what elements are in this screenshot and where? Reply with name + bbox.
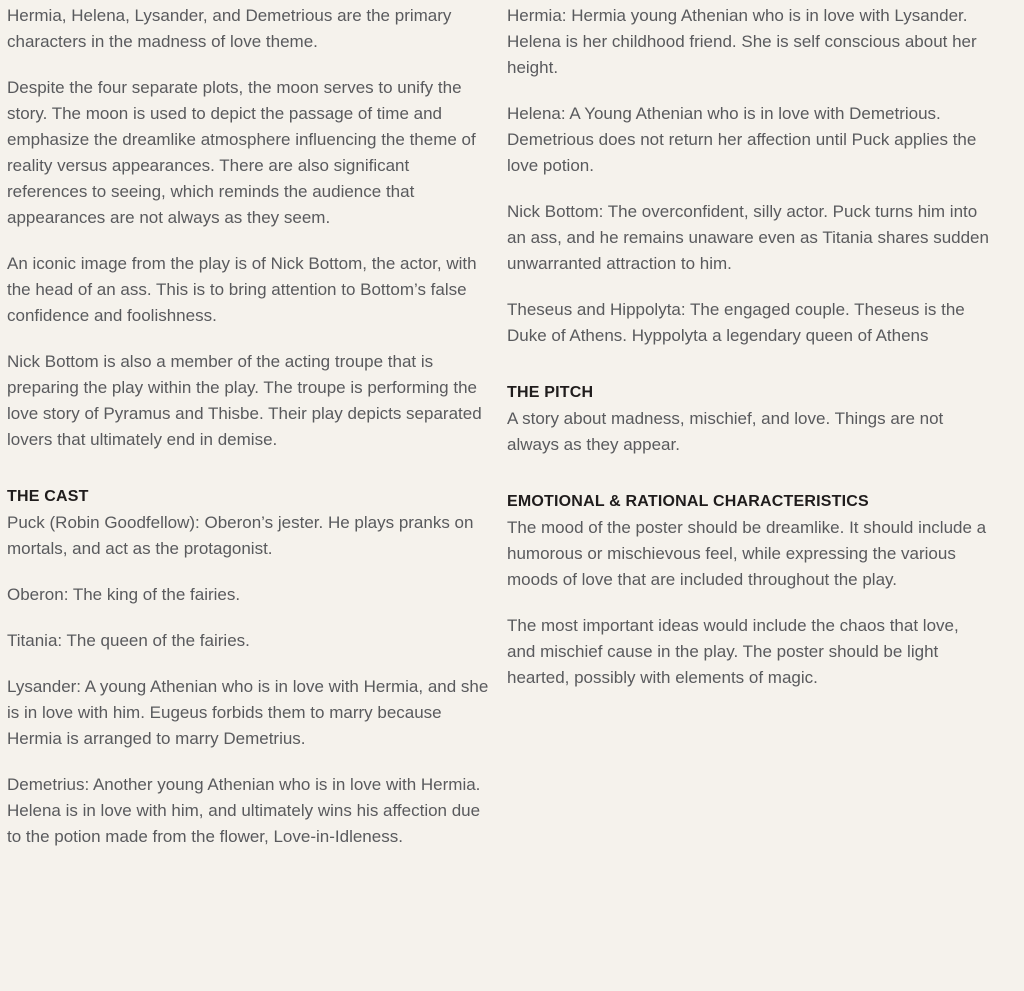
right-column	[507, 3, 994, 711]
cast-entry-oberon: Oberon: The king of the fairies.	[7, 585, 241, 604]
left-column	[7, 3, 494, 870]
cast-entry-hermia: Hermia: Hermia young Athenian who is in love with Lysander. Helena is her childhood friend. She is self conscious about her height.	[507, 6, 982, 77]
paragraph-important-ideas: The most important ideas would include the chaos that love, and mischief cause in the play. The poster should be light hearted, possibly with elements of magic.	[507, 616, 964, 687]
paragraph-pitch: A story about madness, mischief, and love. Things are not always as they appear.	[507, 409, 948, 454]
section-heading-emotional-rational: EMOTIONAL & RATIONAL CHARACTERISTICS	[507, 493, 869, 510]
paragraph-mood: The mood of the poster should be dreamlike. It should include a humorous or mischievous feel, while expressing the various moods of love that are included throughout the play.	[507, 518, 991, 589]
paragraph-primary-characters: Hermia, Helena, Lysander, and Demetrious are the primary characters in the madness of love theme.	[7, 6, 457, 51]
cast-entry-puck: Puck (Robin Goodfellow): Oberon’s jester. He plays pranks on mortals, and act as the protagonist.	[7, 513, 479, 558]
paragraph-moon-unifies: Despite the four separate plots, the moon serves to unify the story. The moon is used to depict the passage of time and emphasize the dreamlike atmosphere influencing the theme of reality versus appearances. There are also significant references to seeing, which reminds the audience that appearances are not always as they seem.	[7, 78, 481, 227]
paragraph-iconic-image: An iconic image from the play is of Nick Bottom, the actor, with the head of an ass. This is to bring attention to Bottom’s false confidence and foolishness.	[7, 254, 482, 325]
section-heading-the-pitch: THE PITCH	[507, 384, 594, 401]
section-heading-the-cast: THE CAST	[7, 488, 89, 505]
cast-entry-demetrius: Demetrius: Another young Athenian who is in love with Hermia. Helena is in love with him, and ultimately wins his affection due to the potion made from the flower, Love-in-Idleness.	[7, 775, 486, 846]
cast-entry-theseus-hippolyta: Theseus and Hippolyta: The engaged couple. Theseus is the Duke of Athens. Hyppolyta a legendary queen of Athens	[507, 300, 970, 345]
cast-entry-lysander: Lysander: A young Athenian who is in love with Hermia, and she is in love with him. Eugeus forbids them to marry because Hermia is arranged to marry Demetrius.	[7, 677, 494, 748]
cast-entry-helena: Helena: A Young Athenian who is in love with Demetrious. Demetrious does not return her affection until Puck applies the love potion.	[507, 104, 982, 175]
cast-entry-titania: Titania: The queen of the fairies.	[7, 631, 250, 650]
paragraph-acting-troupe: Nick Bottom is also a member of the acting troupe that is preparing the play within the play. The troupe is performing the love story of Pyramus and Thisbe. Their play depicts separated lovers that ultimately end in demise.	[7, 352, 487, 449]
cast-entry-nick-bottom: Nick Bottom: The overconfident, silly actor. Puck turns him into an ass, and he remains unaware even as Titania shares sudden unwarranted attraction to him.	[507, 202, 994, 273]
